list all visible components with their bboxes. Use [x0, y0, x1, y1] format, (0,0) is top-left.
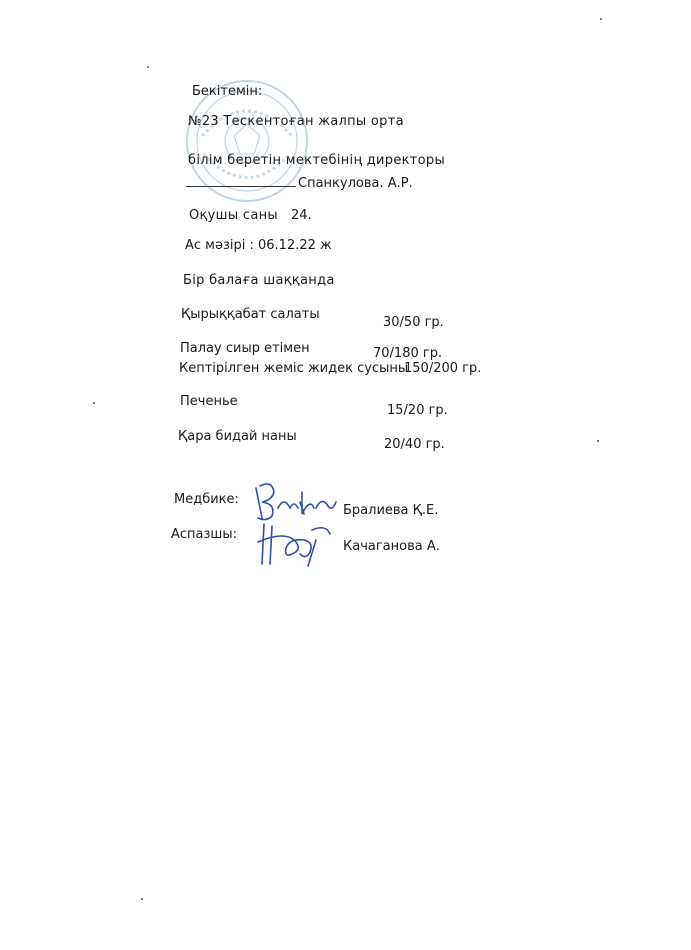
menu-item-portion: 20/40 гр. [384, 437, 445, 452]
director-name: Спанкулова. А.Р. [298, 176, 413, 191]
menu-item-name: Қырыққабат салаты [181, 307, 320, 322]
scan-speck [147, 66, 149, 68]
scan-speck [93, 402, 95, 404]
menu-date: Ас мәзірі : 06.12.22 ж [185, 238, 332, 253]
menu-item-portion: 15/20 гр. [387, 403, 448, 418]
cook-name: Качаганова А. [343, 539, 440, 554]
nurse-name: Бралиева Қ.Е. [343, 503, 439, 518]
approval-heading: Бекітемін: [192, 84, 263, 99]
menu-item-name: Қара бидай наны [178, 429, 297, 444]
nurse-label: Медбике: [174, 492, 239, 507]
students-label: Оқушы саны [189, 208, 278, 223]
director-signature-line [186, 186, 296, 187]
per-child-note: Бір балаға шаққанда [183, 273, 335, 288]
scan-speck [141, 898, 143, 900]
cook-label: Аспазшы: [171, 527, 237, 542]
students-value: 24. [291, 208, 312, 223]
school-line-1: №23 Тескентоған жалпы орта [188, 114, 404, 129]
handwritten-signature-icon [256, 520, 334, 570]
handwritten-signature-icon [250, 478, 338, 526]
menu-item-portion: 30/50 гр. [383, 315, 444, 330]
menu-item-name: Кептірілген жеміс жидек сусыны [179, 361, 409, 376]
school-line-2: білім беретін мектебінің директоры [188, 153, 446, 168]
scan-speck [600, 18, 602, 20]
menu-item-portion: 150/200 гр. [404, 361, 482, 376]
menu-item-name: Печенье [180, 394, 238, 409]
scan-speck [597, 440, 599, 442]
menu-item-name: Палау сиыр етімен [180, 341, 310, 356]
menu-item-portion: 70/180 гр. [373, 346, 443, 361]
